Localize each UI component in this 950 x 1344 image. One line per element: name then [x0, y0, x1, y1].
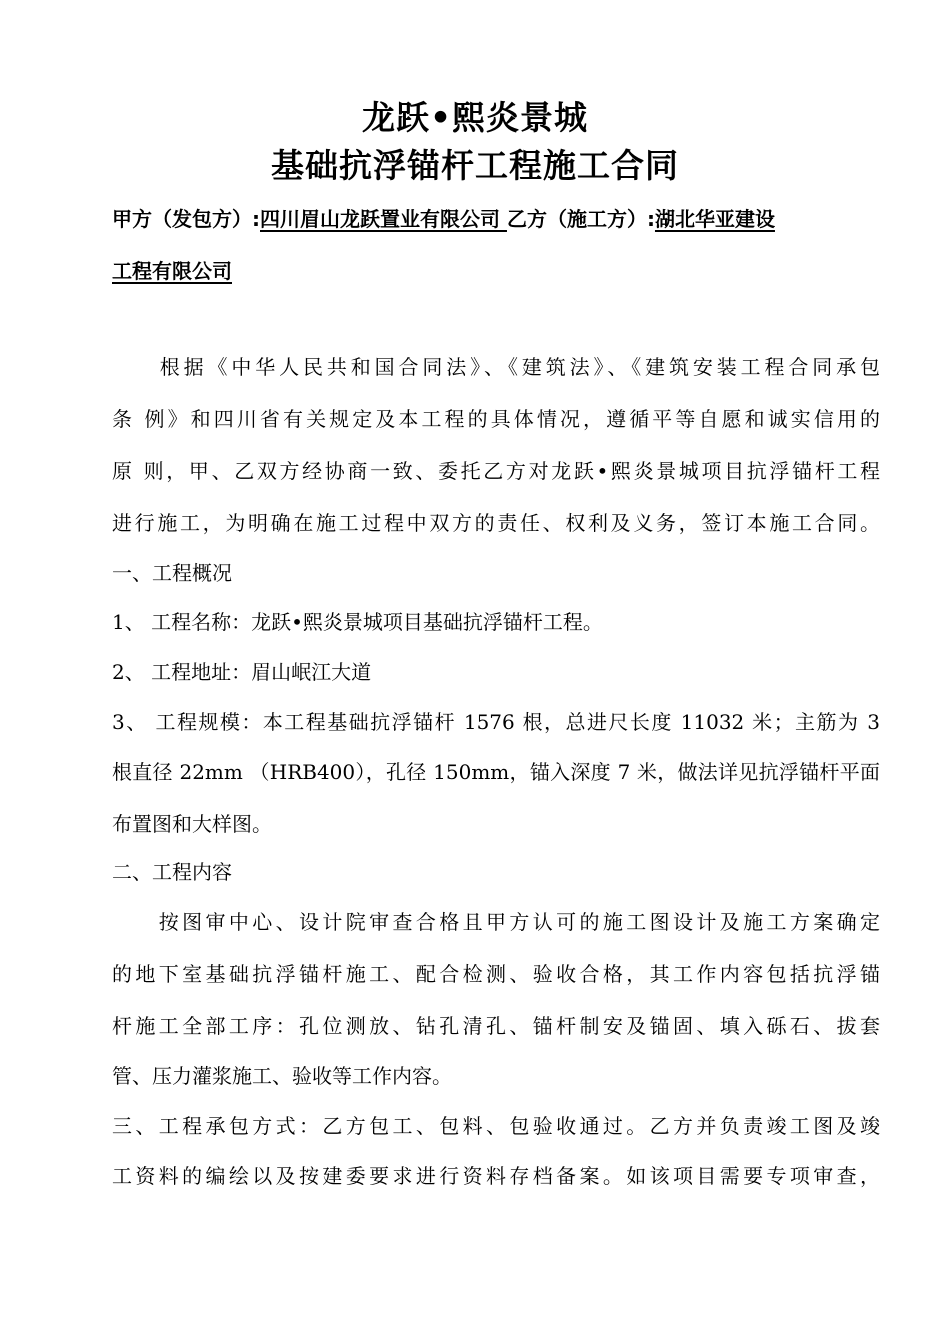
body-line: 按图审中心、设计院审查合格且甲方认可的施工图设计及施工方案确定 [112, 910, 880, 934]
body-line: 布置图和大样图。 [112, 812, 272, 836]
body-line: 杆施工全部工序：孔位测放、钻孔清孔、锚杆制安及锚固、填入砾石、拔套 [112, 1014, 880, 1038]
party-a-label: 甲方（发包方）: [112, 207, 260, 231]
party-a-name: 四川眉山龙跃置业有限公司 [260, 207, 507, 231]
body-line: 原 则，甲、乙双方经协商一致、委托乙方对龙跃•熙炎景城项目抗浮锚杆工程 [112, 459, 880, 483]
body-line: 根据《中华人民共和国合同法》、《建筑法》、《建筑安装工程合同承包 [112, 355, 880, 379]
party-b-name-part1: 湖北华亚建设 [654, 207, 775, 231]
party-b-name-part2: 工程有限公司 [112, 259, 232, 283]
parties-line-2 [112, 258, 872, 284]
body-line: 根直径 22mm （HRB400），孔径 150mm，锚入深度 7 米，做法详见抗浮锚杆平面 [112, 760, 880, 784]
section-heading: 三、工程承包方式：乙方包工、包料、包验收通过。乙方并负责竣工图及竣 [112, 1114, 880, 1138]
body-line: 管、压力灌浆施工、验收等工作内容。 [112, 1064, 452, 1088]
parties-line-1 [112, 206, 872, 232]
section-heading: 二、工程内容 [112, 860, 232, 884]
body-line: 工资料的编绘以及按建委要求进行资料存档备案。如该项目需要专项审查， [112, 1164, 880, 1188]
body-line: 进行施工，为明确在施工过程中双方的责任、权利及义务，签订本施工合同。 [112, 511, 880, 535]
section-heading: 一、工程概况 [112, 561, 232, 585]
project-title: 龙跃•熙炎景城 [361, 98, 589, 137]
list-item: 2、 工程地址：眉山岷江大道 [112, 660, 372, 684]
party-b-label: 乙方（施工方）: [506, 207, 655, 231]
list-item: 3、 工程规模：本工程基础抗浮锚杆 1576 根，总进尺长度 11032 米；主筋为 3 [112, 710, 880, 734]
contract-title: 基础抗浮锚杆工程施工合同 [271, 146, 679, 185]
list-item: 1、 工程名称：龙跃•熙炎景城项目基础抗浮锚杆工程。 [112, 610, 603, 634]
body-line: 条 例》和四川省有关规定及本工程的具体情况，遵循平等自愿和诚实信用的 [112, 407, 880, 431]
body-line: 的地下室基础抗浮锚杆施工、配合检测、验收合格，其工作内容包括抗浮锚 [112, 962, 880, 986]
